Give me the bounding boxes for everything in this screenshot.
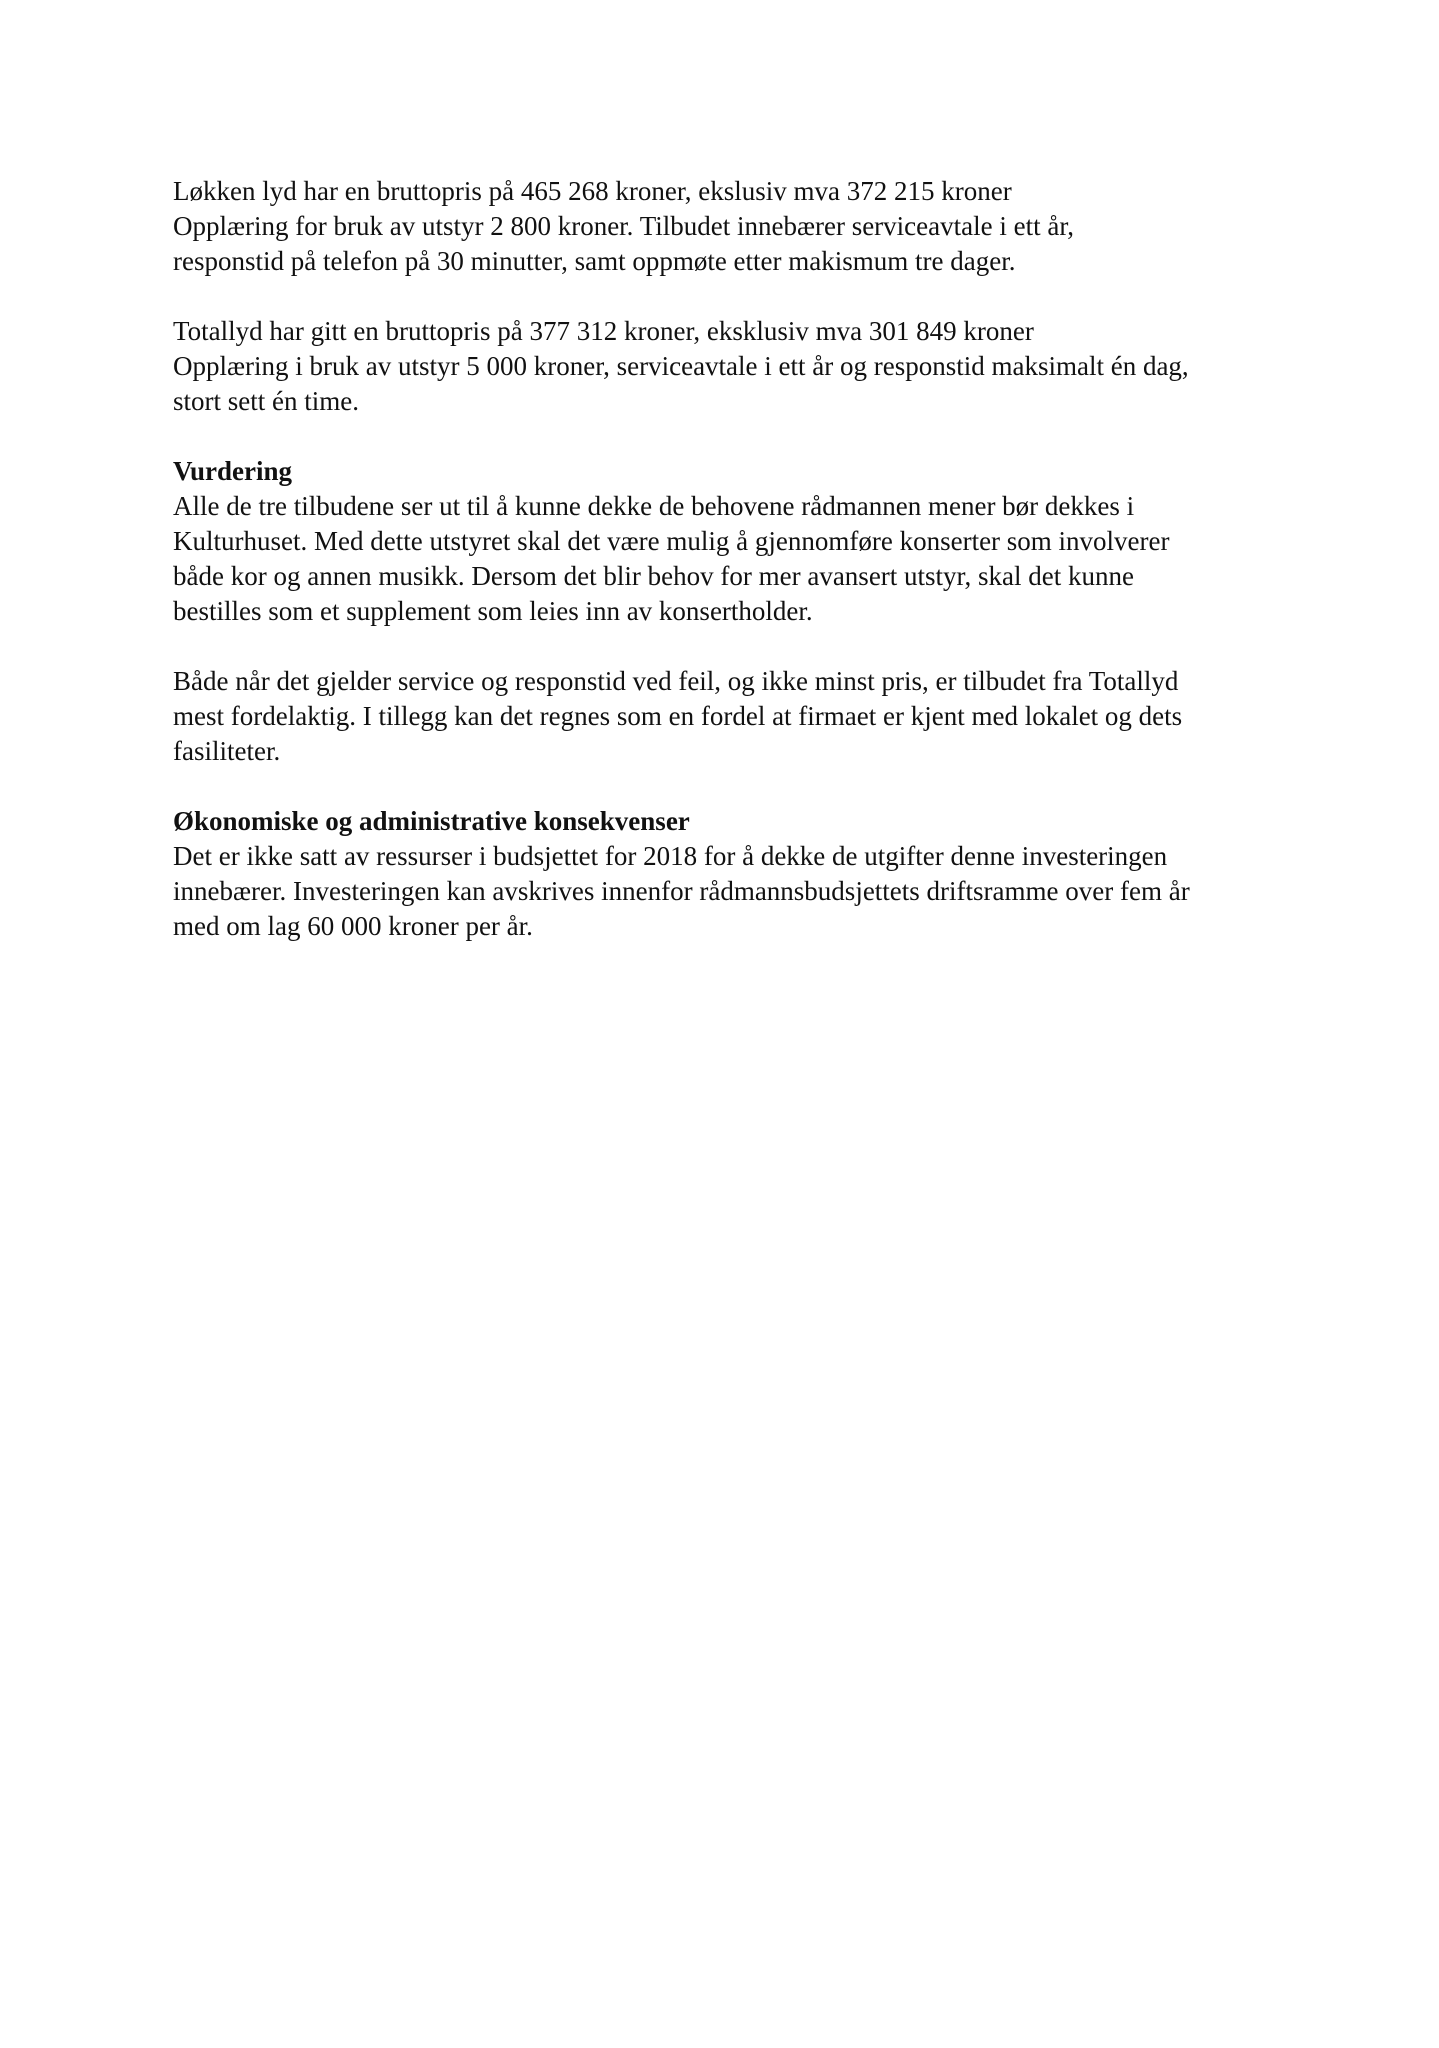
konsekvenser-section [173,804,1283,944]
text-line: Totallyd har gitt en bruttopris på 377 312 kroner, eksklusiv mva 301 849 kroner [173,316,1034,346]
vurdering-section [173,454,1283,629]
text-line: med om lag 60 000 kroner per år. [173,911,533,941]
offer-totallyd-paragraph [173,314,1283,419]
text-line: innebærer. Investeringen kan avskrives innenfor rådmannsbudsjettets driftsramme over fem år [173,876,1190,906]
text-line: Alle de tre tilbudene ser ut til å kunne dekke de behovene rådmannen mener bør dekkes i [173,491,1135,521]
text-line: Opplæring for bruk av utstyr 2 800 kroner. Tilbudet innebærer serviceavtale i ett år, [173,211,1074,241]
document-body [173,174,1283,979]
text-line: fasiliteter. [173,736,281,766]
text-line: Opplæring i bruk av utstyr 5 000 kroner, serviceavtale i ett år og responstid maksimalt én dag, [173,351,1189,381]
section-heading-konsekvenser: Økonomiske og administrative konsekvenser [173,806,690,836]
vurdering-conclusion-paragraph [173,664,1283,769]
text-line: responstid på telefon på 30 minutter, samt oppmøte etter makismum tre dager. [173,246,1016,276]
text-line: Det er ikke satt av ressurser i budsjettet for 2018 for å dekke de utgifter denne investeringen [173,841,1168,871]
offer-lokken-paragraph [173,174,1283,279]
text-line: både kor og annen musikk. Dersom det blir behov for mer avansert utstyr, skal det kunne [173,561,1134,591]
text-line: mest fordelaktig. I tillegg kan det regnes som en fordel at firmaet er kjent med lokalet og dets [173,701,1183,731]
section-heading-vurdering: Vurdering [173,456,293,486]
text-line: bestilles som et supplement som leies inn av konsertholder. [173,596,813,626]
text-line: stort sett én time. [173,386,359,416]
text-line: Både når det gjelder service og responstid ved feil, og ikke minst pris, er tilbudet fra Totallyd [173,666,1179,696]
text-line: Kulturhuset. Med dette utstyret skal det være mulig å gjennomføre konserter som involverer [173,526,1170,556]
text-line: Løkken lyd har en bruttopris på 465 268 kroner, ekslusiv mva 372 215 kroner [173,176,1012,206]
